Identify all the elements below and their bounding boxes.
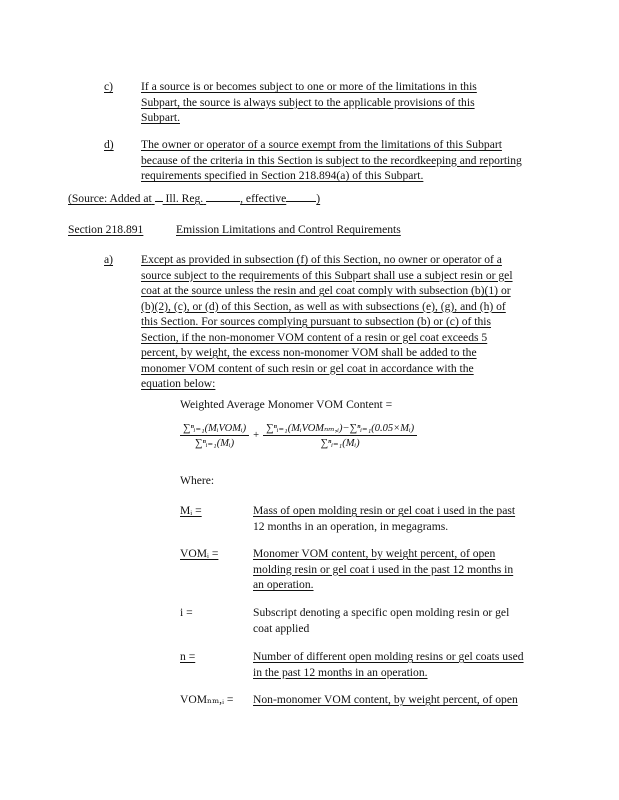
para-a-line: monomer VOM content of such resin or gel coat in accordance with the — [141, 361, 474, 375]
def-line: Monomer VOM content, by weight percent, of open — [253, 547, 496, 560]
equation — [180, 422, 417, 449]
para-a-line: (b)(2), (c), or (d) of this Section, as well as with subsections (e), (g), and (h) of — [141, 299, 506, 313]
para-c-line: Subpart, the source is always subject to the applicable provisions of this — [141, 95, 475, 109]
def-term: Mᵢ = — [180, 504, 202, 517]
para-c-label: c) — [104, 80, 114, 93]
para-a-line: equation below: — [141, 377, 216, 390]
para-a-line: percent, by weight, the excess non-monomer VOM shall be added to the — [141, 346, 477, 359]
blank-date — [286, 201, 316, 202]
def-line: Mass of open molding resin or gel coat i used in the past — [253, 504, 516, 517]
def-text — [253, 605, 509, 636]
para-d-line: because of the criteria in this Section is subject to the recordkeeping and reporting — [141, 153, 522, 167]
term1-numerator: ∑ⁿᵢ₌₁(MᵢVOMᵢ) — [180, 422, 249, 436]
equation-term1 — [180, 422, 249, 449]
source-effective: , effective — [240, 192, 287, 205]
para-d-line: requirements specified in Section 218.894(a) of this Subpart. — [141, 169, 424, 182]
term2-denominator: ∑ⁿᵢ₌₁(Mᵢ) — [320, 438, 360, 449]
para-a-line: source subject to the requirements of this Subpart shall use a subject resin or gel — [141, 268, 513, 282]
para-c-text — [141, 79, 477, 126]
equation-title-text: Weighted Average Monomer VOM Content = — [180, 398, 393, 411]
para-a-label: a) — [104, 253, 114, 266]
blank-volume — [155, 201, 163, 202]
def-line: coat applied — [253, 621, 310, 635]
source-note — [68, 191, 320, 207]
def-text — [253, 546, 513, 593]
where-label: Where: — [180, 474, 215, 487]
def-line: Number of different open molding resins or gel coats used — [253, 650, 524, 663]
para-c-line: Subpart. — [141, 111, 180, 124]
def-line: 12 months in an operation, in megagrams. — [253, 519, 449, 533]
para-a-line: coat at the source unless the resin and gel coat comply with subsection (b)(1) or — [141, 284, 511, 297]
term1-denominator: ∑ⁿᵢ₌₁(Mᵢ) — [195, 438, 235, 449]
para-a-line: Except as provided in subsection (f) of this Section, no owner or operator of a — [141, 253, 502, 266]
def-line: an operation. — [253, 578, 314, 591]
source-added: (Source: Added at — [68, 192, 152, 205]
def-text — [253, 649, 524, 680]
def-line: Subscript denoting a specific open molding resin or gel — [253, 606, 510, 619]
para-d-line: The owner or operator of a source exempt from the limitations of this Subpart — [141, 138, 502, 151]
def-line: in the past 12 months in an operation. — [253, 665, 428, 679]
source-close: ) — [316, 192, 321, 205]
def-line: Non-monomer VOM content, by weight percent, of open — [253, 693, 518, 706]
para-c-line: If a source is or becomes subject to one or more of the limitations in this — [141, 80, 477, 93]
def-term: VOMᵢ = — [180, 547, 219, 560]
equation-term2 — [263, 422, 417, 449]
source-reg: Ill. Reg. — [165, 192, 204, 205]
section-title: Emission Limitations and Control Requirements — [176, 223, 401, 236]
para-a-line: this Section. For sources complying pursuant to subsection (b) or (c) of this — [141, 315, 492, 328]
def-text — [253, 503, 515, 534]
def-term: n = — [180, 650, 196, 663]
section-number: Section 218.891 — [68, 223, 144, 236]
def-text — [253, 692, 518, 708]
para-a-text — [141, 252, 513, 392]
term2-numerator: ∑ⁿᵢ₌₁(MᵢVOMₙₘ,ᵢ)−∑ⁿᵢ₌₁(0.05×Mᵢ) — [263, 422, 417, 436]
def-term: i = — [180, 606, 193, 619]
para-a-line: Section, if the non-monomer VOM content of a resin or gel coat exceeds 5 — [141, 330, 488, 344]
para-d-label: d) — [104, 138, 114, 151]
equation-title — [180, 397, 392, 413]
def-line: molding resin or gel coat i used in the past 12 months in — [253, 562, 514, 576]
def-term: VOMₙₘ,ᵢ = — [180, 693, 234, 706]
para-d-text — [141, 137, 522, 184]
equation-plus: + — [253, 430, 260, 441]
blank-page — [206, 201, 240, 202]
